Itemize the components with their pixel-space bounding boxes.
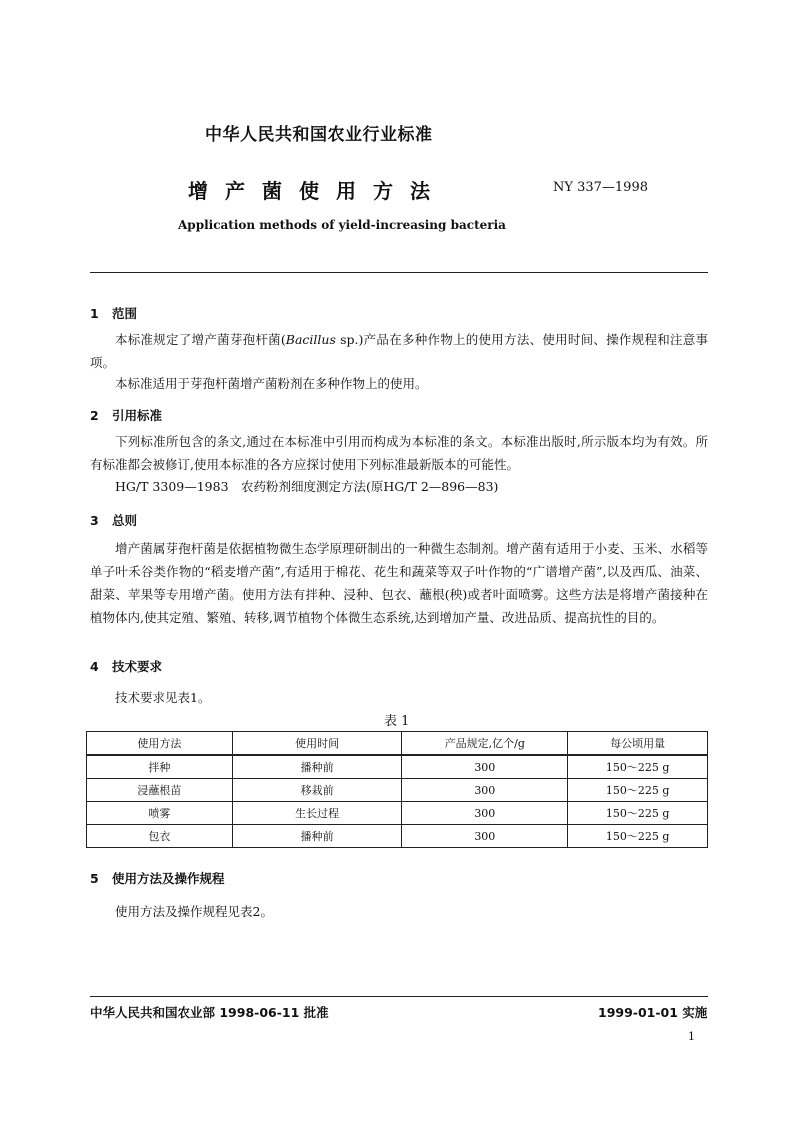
table-cell: 300 <box>402 779 568 802</box>
table-row <box>87 802 708 825</box>
section-title: 引用标准 <box>112 408 163 423</box>
table-row <box>87 755 708 779</box>
section-title: 使用方法及操作规程 <box>112 871 225 886</box>
section-heading-references <box>90 406 162 424</box>
table-caption: 表 1 <box>384 714 410 729</box>
section-number: 5 <box>90 871 99 886</box>
org-title: 中华人民共和国农业行业标准 <box>205 125 433 145</box>
page-number: 1 <box>688 1030 695 1043</box>
table-cell: 拌种 <box>87 755 233 779</box>
technical-paragraph: 技术要求见表1。 <box>115 690 211 705</box>
table-header-row <box>87 732 708 756</box>
requirements-table <box>86 731 708 848</box>
table-cell: 150～225 g <box>568 779 708 802</box>
table-cell: 播种前 <box>232 755 402 779</box>
table-header-cell: 使用方法 <box>87 732 233 756</box>
section-heading-general <box>90 511 137 529</box>
table-row <box>87 825 708 848</box>
table-cell: 浸蘸根苗 <box>87 779 233 802</box>
table-cell: 150～225 g <box>568 755 708 779</box>
usage-paragraph: 使用方法及操作规程见表2。 <box>115 904 273 919</box>
general-paragraph: 增产菌属芽孢杆菌是依据植物微生态学原理研制出的一种微生态制剂。增产菌有适用于小麦、玉米、水稻等单子叶禾谷类作物的“稻麦增产菌”,有适用于棉花、花生和蔬菜等双子叶作物的“广谱增产菌”,以及西瓜、油菜、甜菜、苹果等专用增产菌。使用方法有拌种、浸种、包衣、蘸根(秧)或者叶面喷雾。这些方法是将增产菌接种在植物体内,使其定殖、繁殖、转移,调节植物个体微生态系统,达到增加产量、改进品质、提高抗性的目的。 <box>90 541 708 625</box>
scope-paragraph-1: 本标准规定了增产菌芽孢杆菌(Bacillus sp.)产品在多种作物上的使用方法、使用时间、操作规程和注意事项。 <box>90 332 708 370</box>
table-row <box>87 779 708 802</box>
table-cell: 150～225 g <box>568 825 708 848</box>
table-header-cell: 产品规定,亿个/g <box>402 732 568 756</box>
standard-code: NY 337—1998 <box>553 180 648 195</box>
table-cell: 移栽前 <box>232 779 402 802</box>
reference-item: HG/T 3309—1983 农药粉剂细度测定方法(原HG/T 2—896—83) <box>115 479 499 494</box>
table-cell: 300 <box>402 825 568 848</box>
standard-title: 增产菌使用方法 <box>188 179 447 203</box>
references-paragraph: 下列标准所包含的条文,通过在本标准中引用而构成为本标准的条文。本标准出版时,所示版本均为有效。所有标准都会被修订,使用本标准的各方应探讨使用下列标准最新版本的可能性。 <box>90 434 708 472</box>
table-header-cell: 每公顷用量 <box>568 732 708 756</box>
english-title: Application methods of yield-increasing bacteria <box>178 218 506 232</box>
table-cell: 300 <box>402 802 568 825</box>
approval-line: 中华人民共和国农业部 1998-06-11 批准 <box>90 1005 329 1020</box>
section-number: 1 <box>90 306 99 321</box>
section-title: 技术要求 <box>112 659 163 674</box>
table-cell: 包衣 <box>87 825 233 848</box>
section-heading-technical <box>90 657 162 675</box>
table-cell: 生长过程 <box>232 802 402 825</box>
section-title: 总则 <box>112 513 138 528</box>
table-cell: 播种前 <box>232 825 402 848</box>
section-number: 3 <box>90 513 99 528</box>
section-title: 范围 <box>112 306 138 321</box>
table-cell: 300 <box>402 755 568 779</box>
footer-divider <box>90 996 708 997</box>
section-heading-usage <box>90 869 225 887</box>
scope-paragraph-2: 本标准适用于芽孢杆菌增产菌粉剂在多种作物上的使用。 <box>115 376 428 391</box>
section-number: 4 <box>90 659 99 674</box>
table-cell: 喷雾 <box>87 802 233 825</box>
section-heading-scope <box>90 304 137 322</box>
section-number: 2 <box>90 408 99 423</box>
implementation-date: 1999-01-01 实施 <box>598 1005 708 1020</box>
header-divider <box>90 272 708 273</box>
table-header-cell: 使用时间 <box>232 732 402 756</box>
table-cell: 150～225 g <box>568 802 708 825</box>
